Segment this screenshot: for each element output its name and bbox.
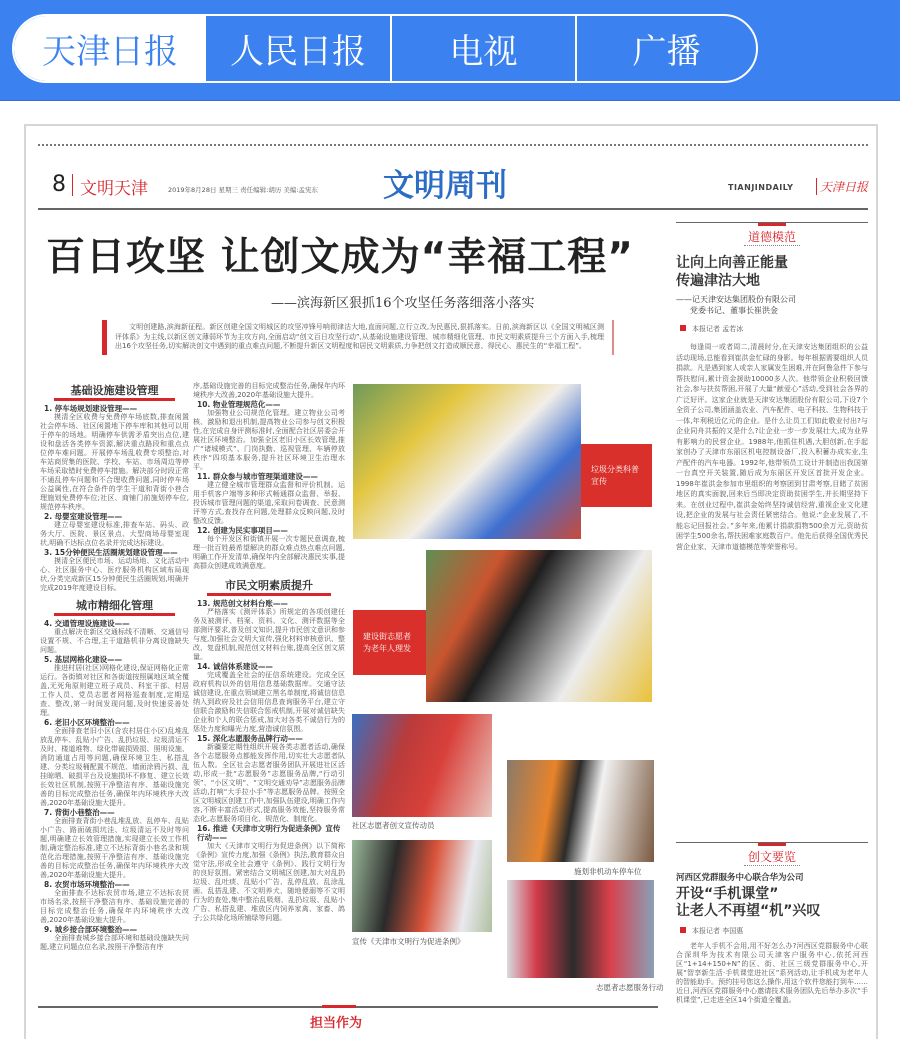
author: 本报记者 李国惠 [692, 927, 744, 935]
photo-bike-parking [507, 760, 654, 862]
photo-volunteers-promotion [352, 714, 492, 817]
item-text: 摸清全区收费与免费停车场底数,排查闲置社会停车场、社区闲置地下停车库和其他可以用于停车的场地。明确停车供需矛盾突出点位,建设和盘活各类停车资源,解决重点路段和重点点位停车难问题。开展停车场乱收费专项整治,对车站商贸集的医院、学校、车站、市场周边等停车场采取错时免费停车措施。解决部分时段正常不通乱停车问题和不合理收费问题,同时停车场公益属性,在符合条件的学生干道和背街小巷合理施划免费停车位;社区、商铺门前施划停车位,规范停车秩序。 [40, 413, 189, 511]
item-head: 3. 15分钟便民生活圈规划建设管理—— [44, 548, 178, 557]
label-accent [758, 843, 786, 846]
item-head: 14. 诚信体系建设—— [197, 662, 273, 671]
item-head: 15. 深化志愿服务品牌行动—— [197, 734, 303, 743]
top-bar [0, 0, 900, 101]
item-text: 建立健全城市管理群众监督和评价机制。运用手机客户端等多种形式畅通群众监督、举报、投诉城市管理问题的渠道,采取问卷调查、民意测评等方式,查找存在问题,处理群众反映问题,及时整改反馈。 [193, 481, 345, 525]
dateline: 2019年8月28日 星期三 责任编辑:胡历 美编:孟宪东 [168, 186, 319, 194]
item-head: 2. 母婴室建设管理—— [44, 512, 123, 521]
item-head: 8. 农贸市场环境整治—— [44, 880, 130, 889]
article-body: 老年人手机不会用,用不好怎么办?河西区党群服务中心联合深圳华为技术有限公司天津客户服务中心,依托河西区“1+14+150+N”的区、街、社区三级党群服务中心,开展“智享新生活·手机课堂进社区”系列活动,让手机成为老年人的智能助手。预约挂号您这么操作,用这个软件您能打到车……近日,河西区党群服务中心邀请技术服务团队先后举办多次“手机课堂”,已走进全区14个街道全覆盖。 [676, 942, 868, 1004]
item-text: 建立母婴室建设标准,排查车站、码头、政务大厅、医院、景区景点、大型商场母婴室现状,明确不达标点位名录并完成达标建设。 [40, 521, 189, 547]
byline [676, 324, 868, 334]
bottom-section-label: 担当作为 [310, 1016, 363, 1031]
item-text: 序,基础设施完善的目标完成整治任务,确保年内环境秩序大改善,2020年基础设施大提升。 [193, 382, 345, 399]
item-head: 7. 背街小巷整治—— [44, 808, 115, 817]
item-text: 完成覆盖全社会的征信系统建设。完成全区政府机构以外的信用信息基础数据库。交通守法诚信建设,在重点领域建立黑名单制度,将诚信信息纳入到政府及社会信用信息查询服务平台,建立守信联合激励和失信联合惩戒机制,开展对诚信缺失企业和个人的联合惩戒,加大对各类不诚信行为的惩处力度和曝光力度,营造诚信氛围。 [193, 671, 345, 733]
label-moral-model: 道德模范 [744, 228, 800, 246]
label-civic-overview: 创文要览 [744, 848, 800, 866]
item-text: 加大《天津市文明行为促进条例》以下简称《条例》宣传力度,加强《条例》执法,教育群众自觉守法,形成全社会遵守《条例》、践行文明行为的良好氛围。紧密结合文明城区创建,加大对乱扔垃圾、乱吐痰、乱贴小广告、乱停乱放、乱涂乱画、乱搭乱建、不文明养犬、随地便溺等不文明行为的查处,集中整治乱吸烟、乱扔垃圾、乱贴小广告、私搭乱建、堆放区内饲养家禽、家畜、鸽子;公共绿化场所铺绿等问题。 [193, 842, 345, 922]
item-head: 5. 基层网格化建设—— [44, 655, 123, 664]
top-divider [38, 144, 868, 146]
newspaper-page[interactable] [24, 124, 878, 1039]
lead-paragraph: 文明创建路,滨海新征程。新区创建全国文明城区的攻坚冲锋号响彻津沽大地,直面问题,立行立改,为民惠民,狠抓落实。日前,滨海新区以《全国文明城区测评体系》为主线,以新区创文薄弱环节为主攻方向,全面启动“创文百日攻坚行动”,从基础设施建设管理、城市精细化管理、市民文明素质提升三个方面入手,梳理出16个攻坚任务,切实解决创文中遇到的重点难点问题,不断提升新区文明程度和居民文明素质,力争把创文打造成顺民意、得民心、惠民生的“幸福工程”。 [115, 323, 604, 350]
photo-garbage-sorting [353, 384, 581, 539]
item-text: 推进村居(社区)网格化建设,保证网格化正常运行。各街镇对社区和各街道按照属地区域全覆盖,无死角原则建立班子成员、科室干部、村居工作人员、党员志愿者网格巡查制度,定期巡查、整改,第一时间发现问题,及时快速妥善处理。 [40, 664, 189, 717]
article-body: 每逢周一或者周二,清晨时分,在天津安达集团组织的公益活动现场,总能看到崔洪金忙碌的身影。每年根据需要组织人员捐款。凡是遇到家人或亲人家属发生困难,并在阿鲁急件下参与帮扶慰问,累计资金援助10000多人次。他带领企业积极回馈社会,参与扶贫帮困,开展了大量“献爱心”活动,受到社会各界的广泛好评。这家企业就是天津安达集团股份有限公司,下设7个全资子公司,集团涵盖农业、汽车配件、电子科技、生物科技于一体,年利税近亿元的企业。是什么让员工们如此敬业付出?与企业同舟共振的又是什么?让企业一步一步发展壮大,成为业界有影响力的民营企业。1988年,他抓住机遇,大胆创新,在手起家创办了天津市东丽区机电控制设备厂,投入积蓄办成实业,生产配件的汽车电器。1992年,他带领员工设计并制造出我国第一台真空开关装置,随后成为东丽区开发区首批开发企业。1998年崔洪金参加市里组织的考察团到甘肃考察,目睹了贫困地区的真实面貌,回来后当即决定资助贫困学生,并长期坚持下来。在创业过程中,崔洪金始终坚持诚信经营,重视企业文化建设,把企业的发展与社会责任紧密结合。他说:“企业发展了,不能忘记回报社会。”多年来,他累计捐款捐物500余万元,资助贫困学生500余名,帮扶困难家庭数百户。他先后获得全国优秀民营企业家、天津市道德模范等荣誉称号。 [676, 343, 868, 551]
subheadline: ——滨海新区狠抓16个攻坚任务落细落小落实 [271, 296, 535, 311]
article-subtitle-1: ——记天津安达集团股份有限公司 [676, 295, 796, 304]
article-title-1: 开设“手机课堂” [676, 886, 779, 902]
article-title-1: 让向上向善正能量 [676, 255, 788, 271]
item-head: 10. 物业管理规范化—— [197, 400, 281, 409]
section-title-infrastructure: 基础设施建设管理 [54, 384, 175, 401]
photo-caption-volunteer-service: 志愿者志愿服务行动 [596, 983, 664, 992]
photo-caption-bike-parking: 施划非机动车停车位 [574, 867, 642, 876]
section-title-fine-management: 城市精细化管理 [54, 599, 175, 616]
section-title-civic-quality: 市民文明素质提升 [207, 579, 331, 596]
bottom-label-accent [322, 1005, 356, 1008]
item-text: 新疆要定期性组织开展各类志愿者活动,确保各个志愿服务点都能发挥作用,切实壮大志愿者队伍人数。全区社会志愿者服务团队开展进社区活动,形成一批“志愿服务”志愿服务品牌,“行动引领”、“小区文明”、“文明交通劝导”志愿服务品牌活动,打响“大手拉小手”等志愿服务品牌。按照全区文明城区创建工作中,加强队伍建设,明确工作内容,不断丰富活动形式,提高服务效能,坚持服务常态化,志愿服务项目化、规范化、制度化。 [193, 743, 345, 823]
item-head: 11. 群众参与城市管理渠道建设—— [197, 472, 318, 481]
item-head: 1. 停车场规划建设管理—— [44, 404, 138, 413]
photo-haircut [426, 550, 652, 702]
item-head: 13. 规范创文材料台账—— [197, 599, 288, 608]
byline-marker-icon [680, 927, 686, 933]
item-text: 加强物业公司规范化管理。建立物业公司考核、激励和退出机制,提高物业公司参与创文积极性,在完成自身评测标准时,全面配合社区居委会开展社区环境整治。加强全区老旧小区长效管理,推广“诸城模式”、门岗执勤、巡视管理、车辆停放秩序“四项基本服务,提升社区环境卫生治理水平。 [193, 409, 345, 471]
article-kicker: 河西区党群服务中心联合华为公司 [676, 873, 804, 883]
page-number: 8 [52, 172, 66, 197]
column-1 [40, 384, 189, 952]
header-separator [72, 174, 73, 196]
author: 本报记者 孟若冰 [692, 325, 744, 333]
article-title-2: 传遍津沽大地 [676, 273, 760, 289]
item-text: 摸清全区便民市场、运动场地、文化活动中心、社区服务中心、医疗服务机构区域布局现状,分类完成新区15分钟便民生活圈规划,明确并完成2019年度建设目标。 [40, 557, 189, 592]
item-head: 6. 老旧小区环境整治—— [44, 718, 130, 727]
tab-peoples-daily[interactable]: 人民日报 [230, 32, 366, 72]
item-text: 每个开发区和街镇开展一次专题民意调查,梳理一批百姓最希望解决的群众难点热点难点问题,明确工作开发清单,确保年内全部解决惠民实事,提高群众创建成效满意度。 [193, 535, 345, 570]
label-accent [758, 223, 786, 226]
item-text: 严格落实《测评体系》所规定的各项创建任务及被测评、档案、资料、文化、测评数据等全部测评要求,普及创文知识,提升市民创文意识和参与度,加强社会文明大宣传,强化材料审核意识、整改、复盘机制,规范创文材料台账,提高全区创文质量。 [193, 608, 345, 661]
byline-marker-icon [680, 325, 686, 331]
byline [676, 926, 868, 936]
lead-box [102, 320, 614, 355]
item-head: 4. 交通管理设施建设—— [44, 619, 130, 628]
right-column-2 [676, 842, 868, 1005]
column-2 [193, 382, 345, 923]
tab-tv[interactable]: 电视 [390, 16, 575, 81]
masthead: 文明周刊 [383, 168, 507, 204]
item-text: 重点解决在新区交通标线不清晰、交通信号设置不规、不合理,主干道路机非分离设施缺失问题。 [40, 628, 189, 654]
item-text: 全面排查背街小巷乱堆乱放、乱停车、乱贴小广告、路面破损坑洼、垃圾清运不及时等问题,明确建立长效管理措施,实现建立长效工作机制,确定整治标准,建立不达标背街小巷名录和规范化治理措施,按照干净整洁有序、基础设施完善的目标完成整治任务,确保年内环境秩序大改善,2020年基础设施大提升。 [40, 817, 189, 879]
photo-caption-regulation-promotion: 宣传《天津市文明行为促进条例》 [352, 937, 465, 946]
tab-radio[interactable]: 广播 [575, 16, 756, 81]
brand-en: TIANJINDAILY [728, 183, 794, 192]
headline: 百日攻坚 让创文成为“幸福工程” [46, 235, 634, 280]
article-title-2: 让老人不再望“机”兴叹 [676, 903, 821, 919]
item-head: 12. 创建为民实事项目—— [197, 526, 288, 535]
photo-caption-garbage-sorting: 垃圾分类科普宣传 [581, 444, 652, 507]
section-name: 文明天津 [80, 179, 148, 199]
photo-regulation-promotion [352, 840, 492, 932]
header-rule [38, 208, 868, 210]
photo-volunteer-service [507, 880, 654, 978]
item-text: 全面排查老旧小区(含农村居住小区)乱堆乱放乱停车、乱贴小广告、乱扔垃圾、垃圾清运不及时、楼道堆物、绿化带破损毁损、照明设施、消防通道占用等问题,确保环境卫生、私搭乱建、分类垃圾桶配置不规范、墙面涂鸦污损、乱挂晾晒、破损平台及设施损坏不修复、建立长效长效社区机制,按照干净整洁有序、基础设施完善的目标完成整治任务,确保年内环境秩序大改善,2020年基础设施大提升。 [40, 727, 189, 807]
brand-logo: 天津日报 [816, 178, 868, 195]
item-head: 9. 城乡接合部环境整治—— [44, 925, 138, 934]
photo-caption-haircut: 建设街志愿者为老年人理发 [353, 610, 426, 675]
item-text: 全面排查城乡接合部环境和基础设施缺失问题,建立问题点位名录,按照干净整洁有序 [40, 934, 189, 951]
tab-tianjin-daily[interactable]: 天津日报 [14, 16, 206, 81]
item-head: 16. 推进《天津市文明行为促进条例》宣传行动—— [197, 824, 341, 842]
item-text: 全面排查不达标农贸市场,建立不达标农贸市场名录,按照干净整洁有序、基础设施完善的目标完成整治任务,确保年内环境秩序大改善,2020年基础设施大提升。 [40, 889, 189, 924]
photo-caption-volunteers-promotion: 社区志愿者创文宣传动员 [352, 821, 435, 830]
article-subtitle-2: 党委书记、董事长崔洪金 [690, 306, 778, 315]
source-tabs [12, 14, 758, 83]
right-column [676, 222, 868, 552]
